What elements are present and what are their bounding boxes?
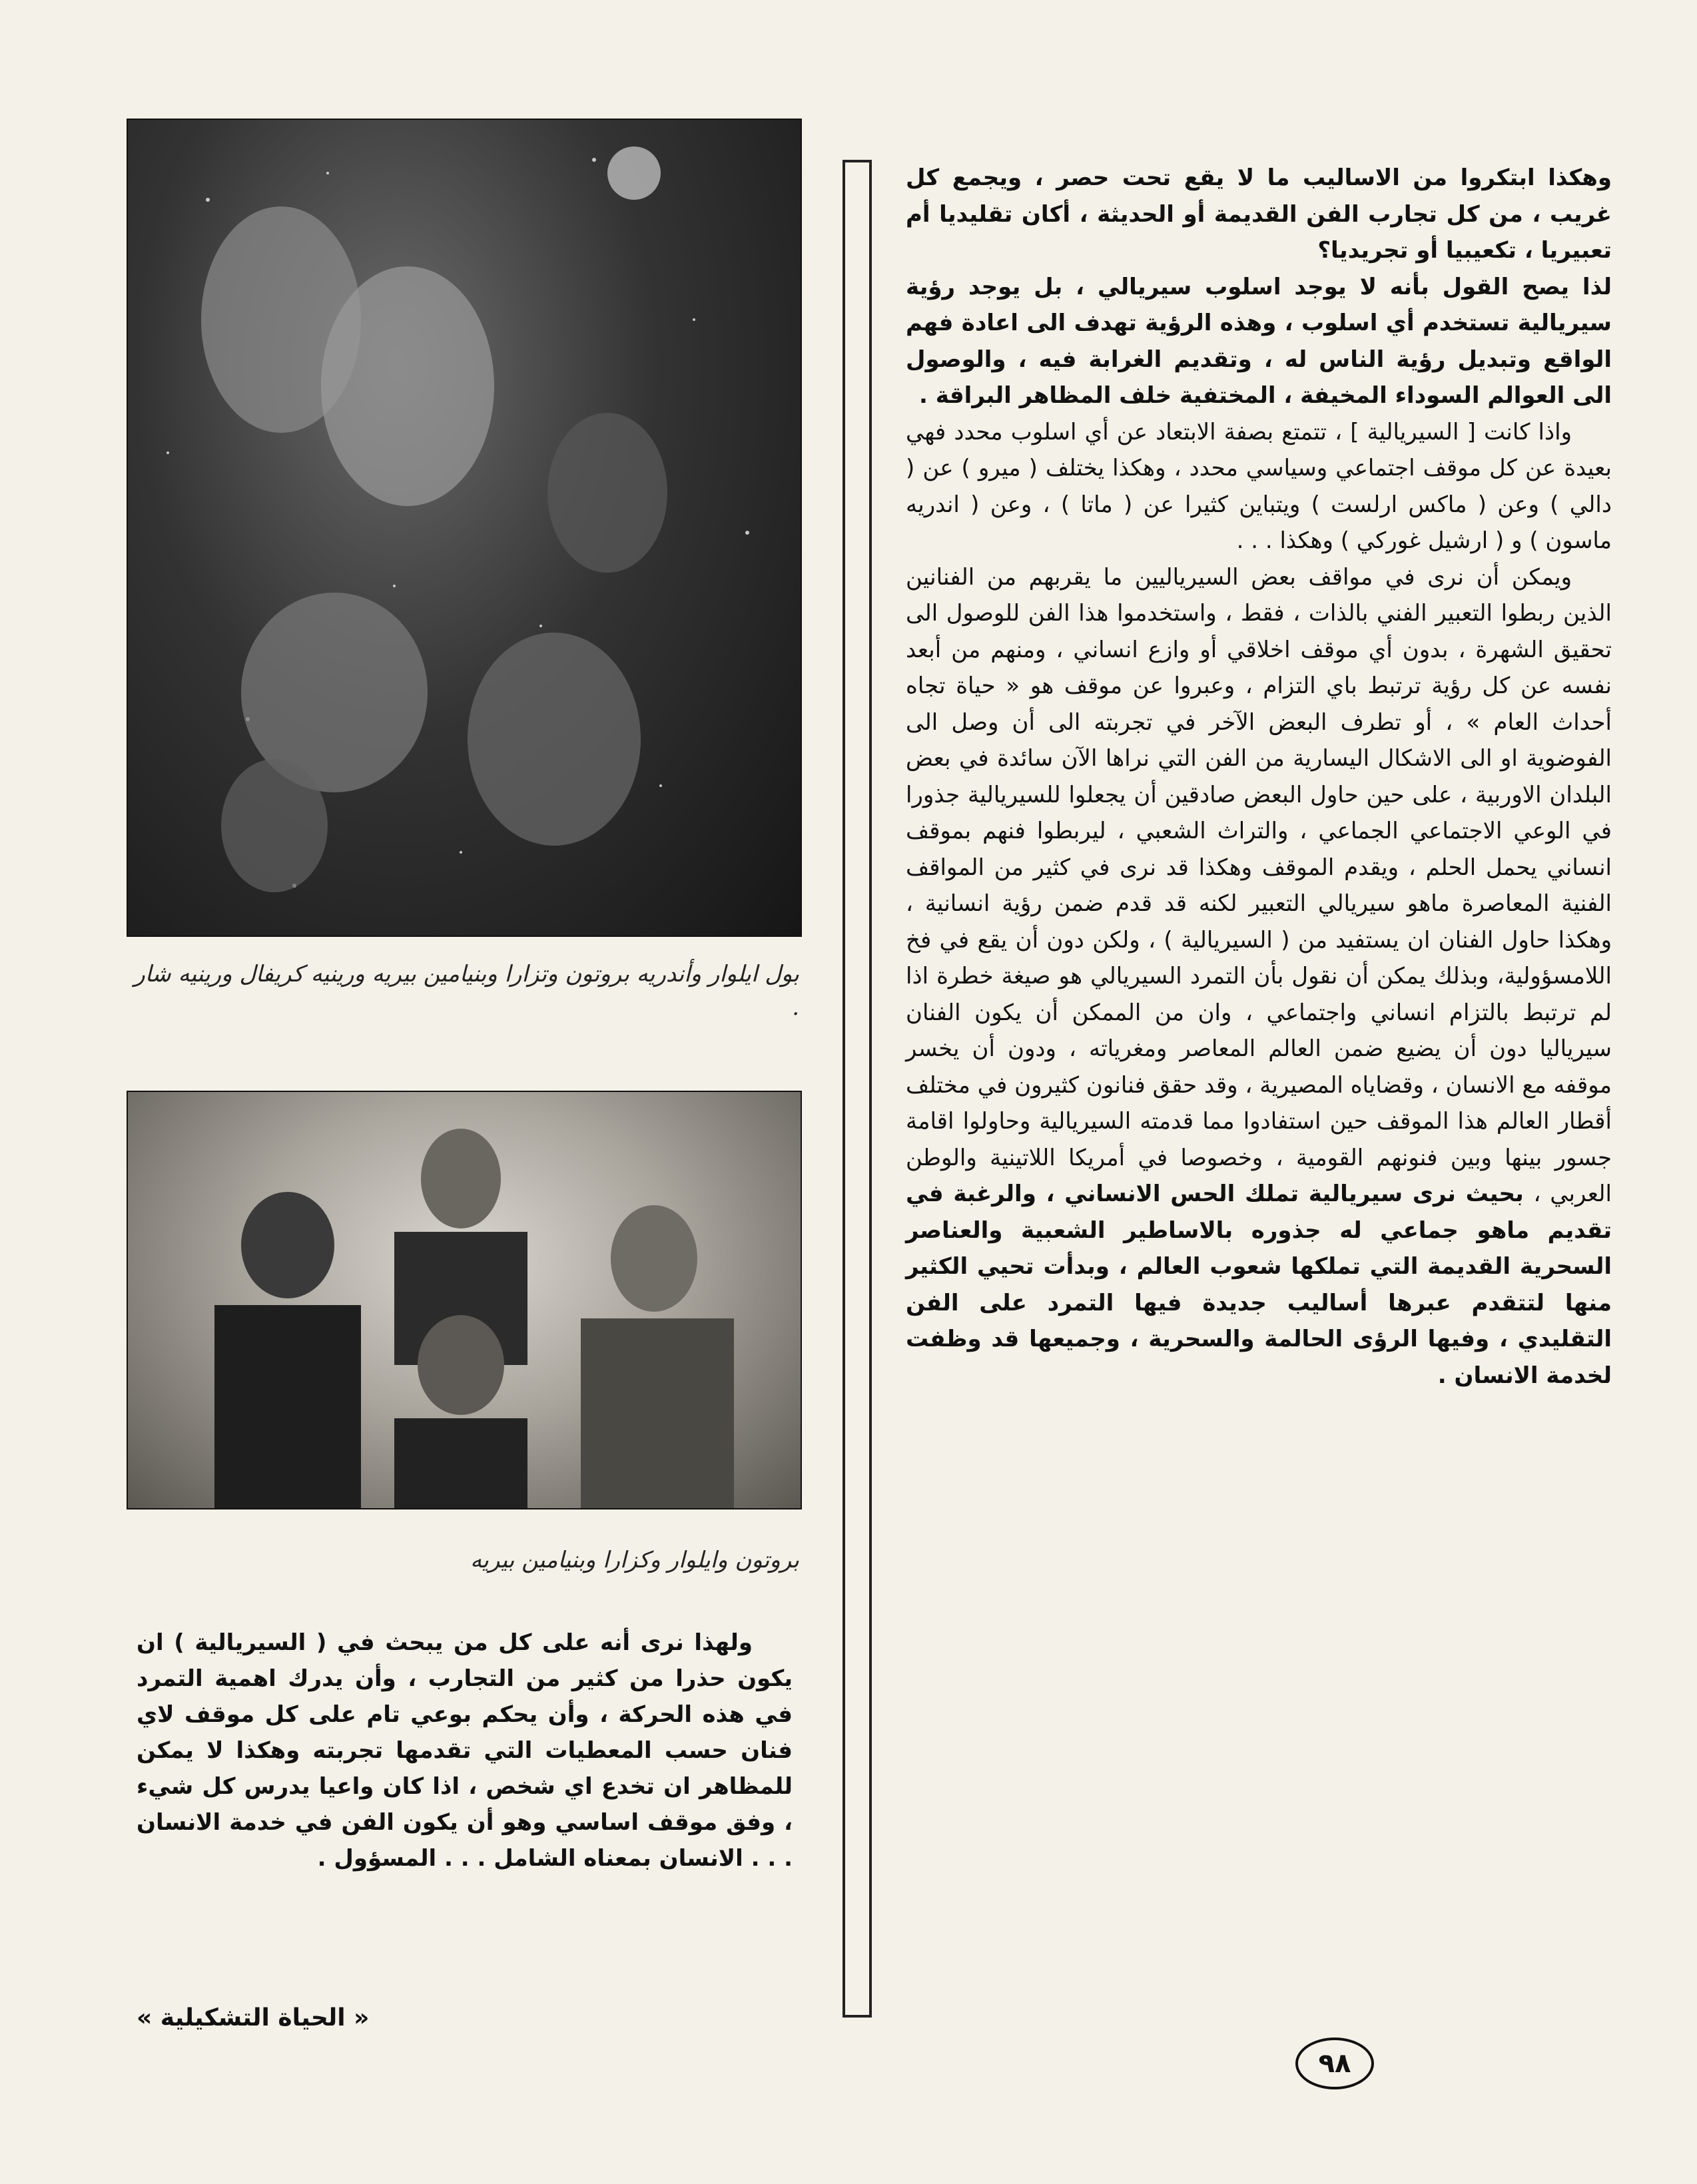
paragraph-3: واذا كانت [ السيريالية ] ، تتمتع بصفة الابتعاد عن أي اسلوب محدد فهي بعيدة عن كل موقف اجتماعي وسياسي محدد ، وهكذا يختلف ( ميرو ) عن ( دالي ) وعن ( ماكس ارلست ) ويتباين كثيرا عن ( ماتا ) ، وعن ( اندريه ماسون ) و ( ارشيل غوركي ) وهكذا . . . [906, 418, 1612, 554]
photo-2-caption: بروتون وايلوار وكزارا وبنيامين بيريه [470, 1547, 799, 1573]
paragraph-4 [906, 559, 1612, 1394]
conclusion-column [137, 1625, 793, 1876]
paragraph-4-bold: بحيث نرى سيريالية تملك الحس الانساني ، والرغبة في تقديم ماهو جماعي له جذوره بالاساطير الشعبية والعناصر السحرية القديمة التي تملكها شعوب العالم ، وبدأت تحيي الكثير منها لتتقدم عبرها أساليب جديدة فيها التمرد على الفن التقليدي ، وفيها الرؤى الحالمة والسحرية ، وجميعها قد وظفت لخدمة الانسان . [906, 1181, 1612, 1389]
page-number: ٩٨ [1295, 2038, 1374, 2089]
paragraph-1: وهكذا ابتكروا من الاساليب ما لا يقع تحت حصر ، ويجمع كل غريب ، من كل تجارب الفن القديمة أو الحديثة ، أكان تقليديا أم تعبيريا ، تكعيبيا أو تجريديا؟ [906, 164, 1612, 264]
collage-illustration [128, 120, 801, 936]
conclusion-paragraph: ولهذا نرى أنه على كل من يبحث في ( السيريالية ) ان يكون حذرا من كثير من التجارب ، وأن يدرك اهمية التمرد في هذه الحركة ، وأن يحكم بوعي تام على كل موقف لاي فنان حسب المعطيات التي تقدمها تجربته وهكذا لا يمكن للمظاهر ان تخدع اي شخص ، اذا كان واعيا يدرس كل شيء ، وفق موقف اساسي وهو أن يكون الفن في خدمة الانسان . . . الانسان بمعناه الشامل . . . المسؤول . [137, 1629, 793, 1872]
source-credit: « الحياة التشكيلية » [137, 2004, 370, 2032]
column-divider [843, 160, 872, 2018]
paragraph-2: لذا يصح القول بأنه لا يوجد اسلوب سيريالي ، بل يوجد رؤية سيريالية تستخدم أي اسلوب ، وهذه الرؤية تهدف الى اعادة فهم الواقع وتبديل رؤية الناس له ، وتقديم الغرابة فيه ، والوصول الى العوالم السوداء المخيفة ، المختفية خلف المظاهر البراقة . [906, 273, 1612, 409]
paragraph-4-text: ويمكن أن نرى في مواقف بعض السيرياليين ما يقربهم من الفنانين الذين ربطوا التعبير الفني بالذات ، فقط ، واستخدموا هذا الفن للوصول الى تحقيق الشهرة ، بدون أي موقف اخلاقي أو وازع انساني ، ومنهم من أبعد نفسه عن كل رؤية ترتبط باي التزام ، وعبروا عن موقف هو « حياة تجاه أحداث العام » ، أو تطرف البعض الآخر في تجربته الى أن وصل الى الفوضوية او الى الاشكال اليسارية من الفن التي نراها الآن سائدة في بعض البلدان الاوربية ، على حين حاول البعض صادقين أن يجعلوا للسيريالية جذورا في الوعي الاجتماعي الجماعي ، والتراث الشعبي ، ليربطوا فنهم بموقف انساني يحمل الحلم ، ويقدم الموقف وهكذا قد نرى في كثير من المواقف الفنية المعاصرة ماهو سيريالي التعبير لكنه قد قدم ضمن رؤية انسانية ، وهكذا حاول الفنان ان يستفيد من ( السيريالية ) ، ولكن دون أن يقع في فخ اللامسؤولية، وبذلك يمكن أن نقول بأن التمرد السيريالي هو صيغة خطرة اذا لم ترتبط بالتزام انساني واجتماعي ، وان من الممكن أن يكون الفنان سيرياليا دون أن يضيع ضمن العالم المعاصر ومغرياته ، ودون أن يخسر موقفه مع الانسان ، وقضاياه المصيرية ، وقد حقق فنانون كثيرون في مختلف أقطار العالم هذا الموقف حين استفادوا مما قدمته السيريالية وحاولوا اقامة جسور بينها وبين فنونهم القومية ، وخصوصا في أمريكا اللاتينية والوطن العربي ، [906, 563, 1612, 1207]
photo-1-caption: بول ايلوار وأندريه بروتون وتزارا وبنيامين بيريه ورينيه كريفال ورينيه شار . [134, 961, 799, 1021]
group-portrait-illustration [128, 1092, 801, 1508]
surrealist-collage-photo [127, 119, 802, 937]
main-article-column [906, 160, 1612, 1394]
group-portrait-photo [127, 1091, 802, 1509]
